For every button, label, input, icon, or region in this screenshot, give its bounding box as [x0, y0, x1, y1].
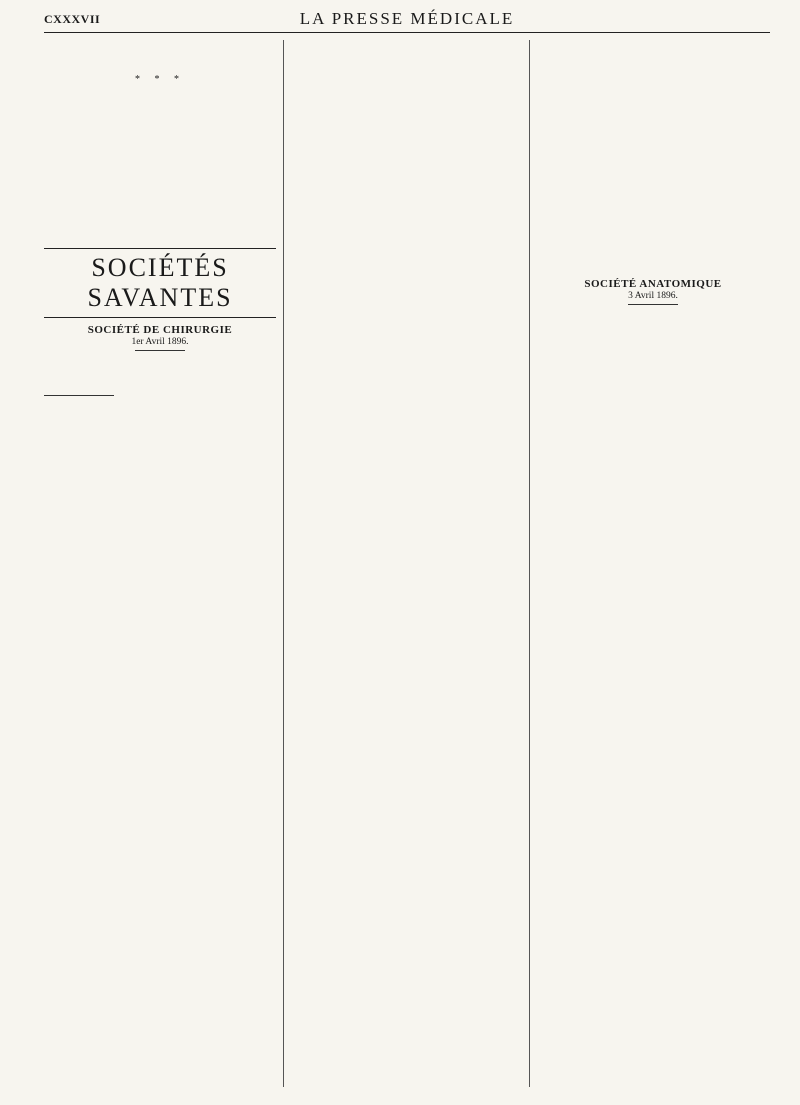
column-3	[536, 40, 770, 1087]
article-paragraph	[536, 261, 770, 272]
article-paragraph	[290, 278, 522, 289]
article-paragraph	[536, 40, 770, 51]
article-paragraph	[290, 193, 522, 204]
journal-title: LA PRESSE MÉDICALE	[299, 9, 515, 28]
article-paragraph	[536, 210, 770, 221]
article-paragraph	[290, 227, 522, 238]
article-paragraph	[536, 345, 770, 356]
article-paragraph	[44, 159, 276, 170]
article-paragraph	[290, 176, 522, 187]
article-paragraph	[536, 159, 770, 170]
article-paragraph	[44, 142, 276, 153]
article-paragraph	[44, 40, 276, 51]
article-paragraph	[536, 227, 770, 238]
society-date: 3 Avril 1896.	[628, 291, 678, 301]
article-paragraph	[536, 328, 770, 339]
article-paragraph	[290, 91, 522, 102]
article-paragraph	[290, 57, 522, 68]
section-banner: SOCIÉTÉS SAVANTES	[44, 248, 276, 318]
page-number: CXXXVII	[44, 11, 101, 26]
article-paragraph	[536, 176, 770, 187]
footnote-divider	[44, 395, 114, 396]
article-paragraph	[44, 193, 276, 204]
article-paragraph	[536, 311, 770, 322]
article-paragraph	[44, 176, 276, 187]
article-paragraph	[536, 57, 770, 68]
article-paragraph	[290, 159, 522, 170]
column-2	[290, 40, 522, 1087]
article-paragraph	[290, 261, 522, 272]
article-paragraph	[536, 142, 770, 153]
article-paragraph	[536, 244, 770, 255]
article-paragraph	[44, 374, 276, 385]
column-1	[44, 40, 276, 1087]
section-stars: * * *	[135, 74, 185, 85]
article-paragraph	[290, 142, 522, 153]
divider	[628, 304, 678, 305]
article-paragraph	[290, 125, 522, 136]
article-paragraph	[536, 193, 770, 204]
article-paragraph	[536, 125, 770, 136]
article-paragraph	[44, 210, 276, 221]
society-date: 1er Avril 1896.	[131, 337, 189, 347]
article-paragraph	[44, 357, 276, 368]
article-paragraph	[536, 74, 770, 85]
article-paragraph	[44, 108, 276, 119]
article-paragraph	[290, 40, 522, 51]
page-header	[44, 6, 770, 33]
column-divider	[283, 40, 284, 1087]
column-divider	[529, 40, 530, 1087]
article-columns	[44, 40, 770, 1087]
article-paragraph	[44, 227, 276, 238]
article-paragraph	[536, 108, 770, 119]
article-paragraph	[290, 74, 522, 85]
article-paragraph	[44, 125, 276, 136]
article-paragraph	[44, 91, 276, 102]
article-paragraph	[290, 108, 522, 119]
article-paragraph	[44, 57, 276, 68]
divider	[135, 350, 185, 351]
article-paragraph	[290, 312, 522, 323]
article-paragraph	[290, 244, 522, 255]
article-paragraph	[290, 329, 522, 340]
article-paragraph	[536, 91, 770, 102]
article-paragraph	[290, 210, 522, 221]
society-title: SOCIÉTÉ ANATOMIQUE	[584, 278, 722, 290]
article-paragraph	[290, 295, 522, 306]
society-title: SOCIÉTÉ DE CHIRURGIE	[87, 324, 233, 336]
